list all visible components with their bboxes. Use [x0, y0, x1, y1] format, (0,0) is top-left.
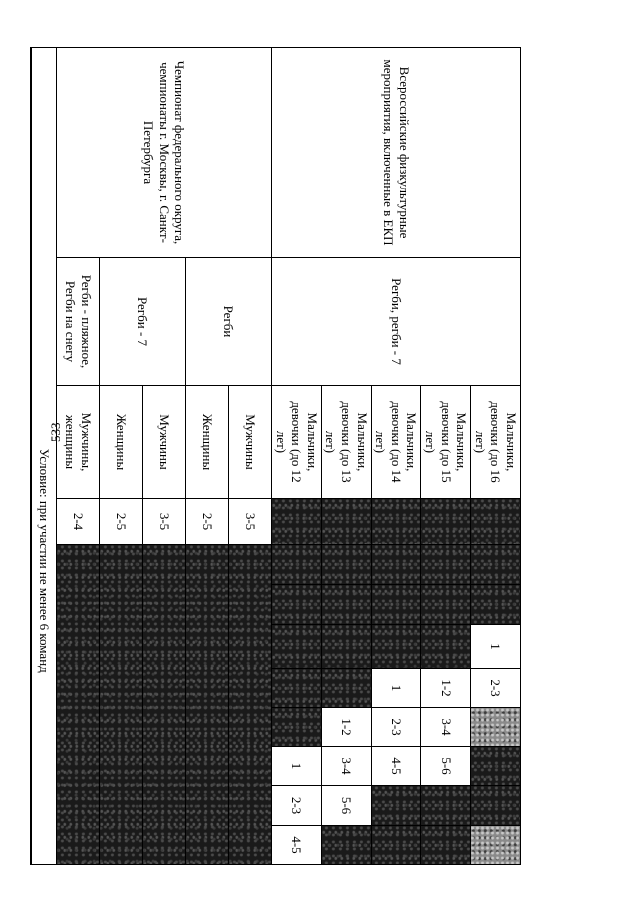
- place-cell: 2-4: [57, 499, 100, 545]
- shaded-cell: [471, 826, 521, 865]
- place-cell: 2-3: [272, 786, 322, 826]
- page-number: 533: [48, 422, 63, 442]
- shaded-cell: [321, 585, 371, 625]
- place-cell: 3-5: [229, 499, 272, 545]
- shaded-cell: [371, 786, 421, 826]
- shaded-cell: [421, 826, 471, 865]
- condition-note: Условие: при участии не менее 6 команд: [31, 258, 57, 865]
- place-cell: 4-5: [272, 826, 322, 865]
- event-cell: Всероссийские физкультурные мероприятия, включенные в ЕКП: [272, 48, 521, 258]
- place-cell: 2-5: [100, 499, 143, 545]
- shaded-cell: [421, 585, 471, 625]
- shaded-cell: [371, 585, 421, 625]
- group-cell: Мужчины, женщины: [57, 386, 100, 499]
- table-row: [471, 48, 521, 865]
- group-cell: Мальчики, девочки (до 16 лет): [471, 386, 521, 499]
- table-row: [229, 48, 272, 865]
- shaded-cell: [272, 625, 322, 669]
- shaded-cell: [371, 499, 421, 545]
- shaded-cell: [371, 826, 421, 865]
- sport-cell: Регби: [186, 258, 272, 386]
- shaded-cell: [421, 545, 471, 585]
- table-row: [31, 48, 57, 865]
- place-cell: 1: [371, 669, 421, 708]
- shaded-cell: [471, 708, 521, 747]
- place-cell: 4-5: [371, 747, 421, 786]
- place-cell: 3-5: [143, 499, 186, 545]
- place-cell: 3-4: [321, 747, 371, 786]
- group-cell: Мальчики, девочки (до 12 лет): [272, 386, 322, 499]
- event-cell: Чемпионат федерального округа, чемпионаты г. Москвы, г. Санкт-Петербурга: [57, 48, 272, 258]
- shaded-cell: [272, 499, 322, 545]
- shaded-cell: [100, 545, 143, 865]
- shaded-cell: [471, 747, 521, 786]
- group-cell: Мужчины: [143, 386, 186, 499]
- shaded-cell: [272, 669, 322, 708]
- group-cell: Мальчики, девочки (до 14 лет): [371, 386, 421, 499]
- shaded-cell: [371, 545, 421, 585]
- shaded-cell: [321, 625, 371, 669]
- shaded-cell: [471, 545, 521, 585]
- shaded-cell: [229, 545, 272, 865]
- sport-cell: Регби, регби - 7: [272, 258, 521, 386]
- shaded-cell: [272, 585, 322, 625]
- group-cell: Женщины: [100, 386, 143, 499]
- group-cell: Мужчины: [229, 386, 272, 499]
- shaded-cell: [471, 786, 521, 826]
- place-cell: 1: [272, 747, 322, 786]
- sport-cell: Регби - 7: [100, 258, 186, 386]
- place-cell: 2-3: [471, 669, 521, 708]
- shaded-cell: [321, 826, 371, 865]
- empty-cell: [31, 48, 57, 258]
- place-cell: 1: [471, 625, 521, 669]
- shaded-cell: [421, 786, 471, 826]
- group-cell: Мальчики, девочки (до 13 лет): [321, 386, 371, 499]
- shaded-cell: [272, 545, 322, 585]
- shaded-cell: [321, 499, 371, 545]
- shaded-cell: [186, 545, 229, 865]
- place-cell: 2-5: [186, 499, 229, 545]
- place-cell: 5-6: [421, 747, 471, 786]
- shaded-cell: [421, 499, 471, 545]
- place-cell: 1-2: [421, 669, 471, 708]
- shaded-cell: [272, 708, 322, 747]
- place-cell: 1-2: [321, 708, 371, 747]
- shaded-cell: [421, 625, 471, 669]
- shaded-cell: [321, 669, 371, 708]
- group-cell: Мальчики, девочки (до 15 лет): [421, 386, 471, 499]
- place-cell: 3-4: [421, 708, 471, 747]
- place-cell: 2-3: [371, 708, 421, 747]
- shaded-cell: [321, 545, 371, 585]
- shaded-cell: [471, 499, 521, 545]
- sport-cell: Регби - пляжное, Регби на снегу: [57, 258, 100, 386]
- shaded-cell: [57, 545, 100, 865]
- shaded-cell: [371, 625, 421, 669]
- shaded-cell: [471, 585, 521, 625]
- place-cell: 5-6: [321, 786, 371, 826]
- group-cell: Женщины: [186, 386, 229, 499]
- classification-table: [30, 47, 521, 865]
- shaded-cell: [143, 545, 186, 865]
